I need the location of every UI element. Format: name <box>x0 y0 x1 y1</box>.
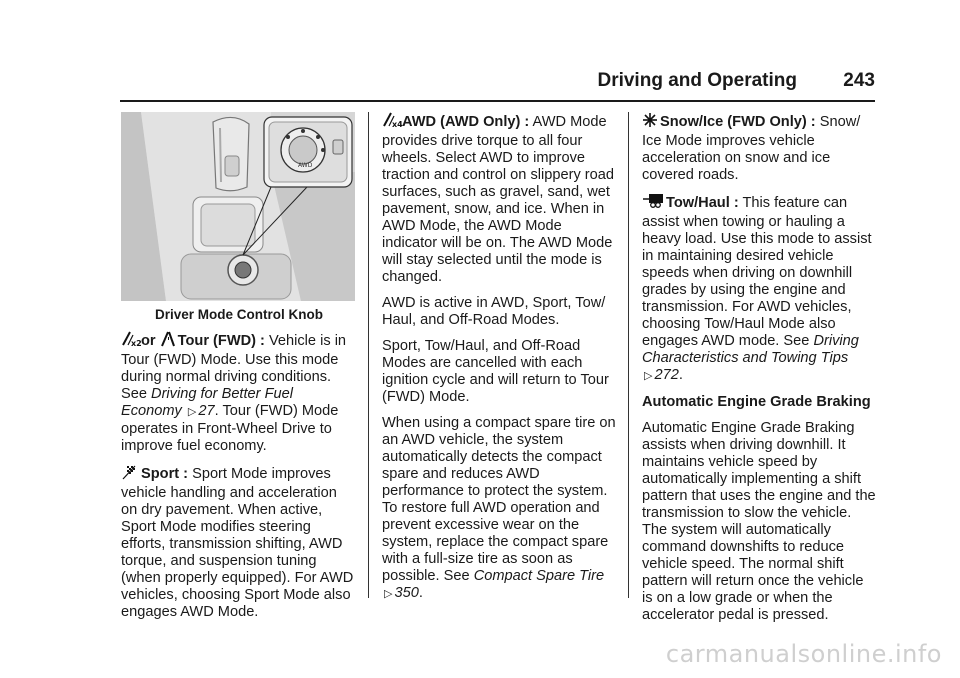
awd-text: AWD Mode provides drive torque to all four wheels. Select AWD to improve traction and control on slippery road surfaces, such as gravel, sand, wet pavement, snow, and ice. When in AWD Mode, the AWD Mode indicator will be on. The AWD Mode will stay selected until the mode is changed. <box>382 114 615 285</box>
sport-mode-paragraph <box>121 464 357 621</box>
tour-text-a: Vehicle is in Tour (FWD) Mode. Use this mode during normal driving conditions. See <box>121 333 347 402</box>
svg-text:x4: x4 <box>392 120 403 129</box>
snow-ice-term: Snow/Ice (FWD Only) : <box>660 114 816 130</box>
column-1 <box>121 112 357 630</box>
sport-term: Sport : <box>141 466 189 482</box>
tour-road-icon <box>160 331 176 352</box>
awd-x4-icon <box>382 112 403 133</box>
tow-haul-text: This feature can assist when towing or hauling a heavy load. Use this mode to assist in maintaining desired vehicle speeds when driving on downhill grades by using the engine and transmission. For AWD vehicles, choosing Tow/Haul Mode also engages AWD mode. See <box>642 195 872 349</box>
tow-haul-end: . <box>678 367 683 383</box>
cancel-modes-paragraph: Sport, Tow/Haul, and Off-Road Modes are cancelled with each ignition cycle and will return to Tour (FWD) Mode. <box>382 338 609 405</box>
section-title: Driving and Operating <box>597 70 797 91</box>
driver-mode-knob-illustration <box>121 112 355 301</box>
awd-mode-paragraph <box>382 112 617 286</box>
compact-spare-text: When using a compact spare tire on an AWD vehicle, the system automatically detects the compact spare and reduces AWD performance to protect the system. To restore full AWD operation and prevent excessive wear on the system, replace the compact spare with a full-size tire as soon as possible. See <box>382 415 616 584</box>
snowflake-icon <box>642 112 658 133</box>
tour-or-text: or <box>141 333 156 349</box>
compact-spare-end: . <box>418 585 423 601</box>
watermark: carmanualsonline.info <box>665 640 942 668</box>
page-ref-arrow-icon: ▷ <box>384 588 393 600</box>
column-divider <box>368 112 369 598</box>
column-divider <box>628 112 629 598</box>
page-ref-arrow-icon: ▷ <box>187 406 197 418</box>
page-number: 243 <box>843 70 875 91</box>
snow-ice-paragraph <box>642 112 877 184</box>
snow-ice-text: Snow/ Ice Mode improves vehicle acceleration on snow and ice covered roads. <box>642 114 861 183</box>
tow-haul-paragraph <box>642 193 877 385</box>
compact-spare-ref-page[interactable]: 350 <box>394 585 419 601</box>
page-ref-arrow-icon: ▷ <box>644 370 653 382</box>
tour-mode-paragraph <box>121 331 357 455</box>
awd-term: AWD (AWD Only) : <box>402 114 530 130</box>
inset-awd-label: AWD <box>298 162 313 169</box>
towing-tips-ref-page[interactable]: 272 <box>654 367 679 383</box>
tour-2wd-icon <box>121 331 142 352</box>
compact-spare-paragraph <box>382 415 617 603</box>
sport-text: Sport Mode improves vehicle handling and acceleration on dry pavement. When active, Sport Mode modifies steering efforts, transmission shifting, AWD torque, and suspension tuning (when properly equipped). For AWD vehicles, choosing Sport Mode also engages AWD Mode. <box>121 466 354 620</box>
tow-haul-term: Tow/Haul : <box>666 195 739 211</box>
tour-term: Tour (FWD) : <box>177 333 265 349</box>
tour-text-b: . Tour (FWD) Mode operates in Front-Wheel Drive to improve fuel economy. <box>121 403 339 454</box>
column-3 <box>642 112 877 633</box>
tour-ref-page[interactable]: 27 <box>198 403 215 419</box>
svg-text:x2: x2 <box>131 339 142 348</box>
page-header <box>120 70 875 102</box>
towing-tips-ref-link[interactable]: Driving Characteristics and Towing Tips <box>642 333 859 366</box>
awd-active-paragraph: AWD is active in AWD, Sport, Tow/ Haul, and Off-Road Modes. <box>382 295 606 328</box>
console-drawing <box>121 112 355 301</box>
compact-spare-ref-link[interactable]: Compact Spare Tire <box>473 568 605 584</box>
grade-braking-heading: Automatic Engine Grade Braking <box>642 394 871 410</box>
column-2 <box>382 112 617 612</box>
figure-caption: Driver Mode Control Knob <box>155 307 323 322</box>
tour-ref-link[interactable]: Driving for Better Fuel Economy <box>121 386 293 419</box>
grade-braking-paragraph: Automatic Engine Grade Braking assists when driving downhill. It maintains vehicle speed by automatically implementing a shift pattern that uses the engine and the transmission to slow the vehicle. The system will automatically command downshifts to reduce vehicle speed. The normal shift pattern will return once the vehicle is on a low grade or when the accelerator pedal is pressed. <box>642 420 876 623</box>
tow-trailer-icon <box>642 193 664 214</box>
sport-flag-icon <box>121 464 139 485</box>
